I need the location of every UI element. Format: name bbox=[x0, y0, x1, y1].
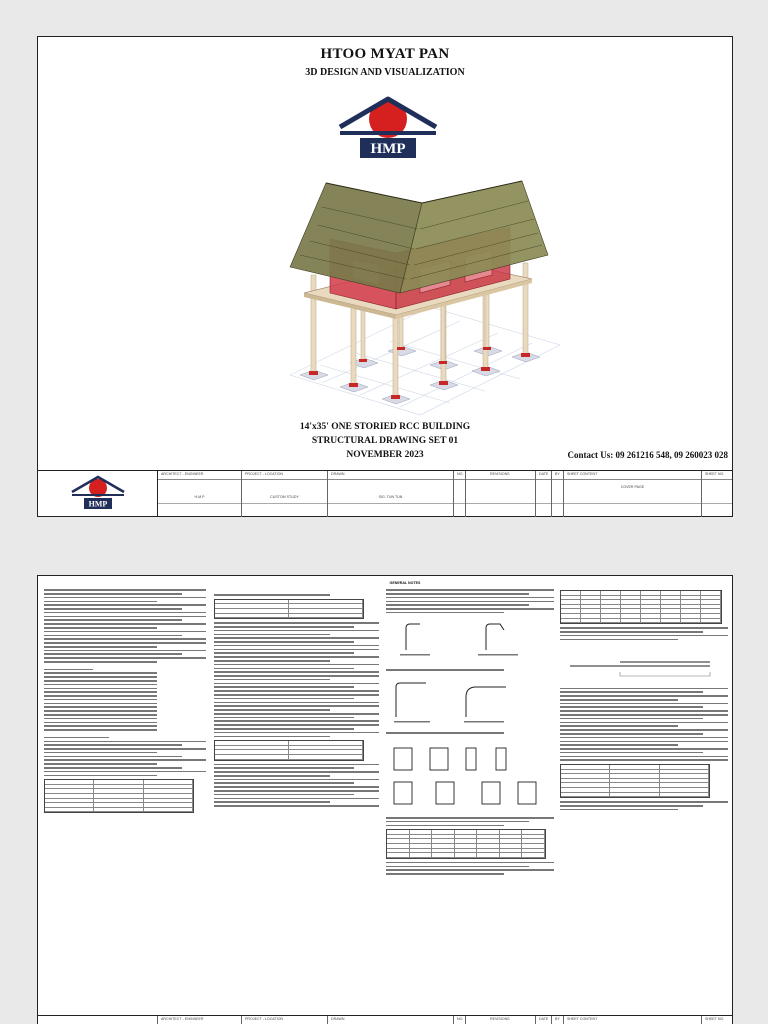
logo-base bbox=[340, 131, 436, 135]
revisions-cell: REVISIONS bbox=[466, 471, 536, 517]
title-block bbox=[38, 470, 732, 516]
sheet-no-cell: SHEET NO. bbox=[705, 472, 725, 476]
sheet-content-cell-2: SHEET CONTENT bbox=[564, 1016, 702, 1024]
building-3d-render bbox=[260, 175, 576, 417]
drawn-cell: DRAWN SIG. TUN TUN bbox=[328, 471, 454, 517]
general-notes-sheet bbox=[37, 575, 733, 1024]
notes-column-3 bbox=[386, 587, 554, 877]
footings bbox=[300, 346, 540, 404]
logo-text: HMP bbox=[370, 141, 406, 157]
by-cell: BY bbox=[552, 471, 564, 517]
cover-sheet bbox=[37, 36, 733, 517]
no-cell-2: NO. bbox=[454, 1016, 466, 1024]
title-block-logo bbox=[38, 471, 158, 517]
hmp-logo-small bbox=[38, 471, 158, 517]
ground-grid bbox=[290, 307, 560, 415]
company-subtitle: 3D DESIGN AND VISUALIZATION bbox=[305, 67, 465, 78]
date-cell: DATE bbox=[536, 471, 552, 517]
drawing-set-title: STRUCTURAL DRAWING SET 01 bbox=[311, 436, 459, 446]
stirrup-details bbox=[386, 740, 546, 810]
lap-splice-detail bbox=[560, 646, 720, 680]
company-title: HTOO MYAT PAN bbox=[320, 46, 450, 62]
architect-cell: ARCHITECT - ENGINEER H.M.P bbox=[158, 471, 242, 517]
sheet-content-cell: SHEET CONTENT COVER PAGE bbox=[564, 471, 702, 517]
project-date: NOVEMBER 2023 bbox=[346, 450, 424, 460]
no-cell: NO. bbox=[454, 471, 466, 517]
notes-column-2 bbox=[214, 592, 379, 809]
svg-text:HMP: HMP bbox=[88, 499, 108, 509]
notes-column-4 bbox=[560, 587, 728, 813]
drawn-cell-2: DRAWN bbox=[328, 1016, 454, 1024]
date-cell-2: DATE bbox=[536, 1016, 552, 1024]
hmp-logo bbox=[332, 85, 444, 175]
architect-cell-2: ARCHITECT - ENGINEER bbox=[158, 1016, 242, 1024]
title-block-2 bbox=[38, 1015, 732, 1024]
revisions-cell-2: REVISIONS bbox=[466, 1016, 536, 1024]
hook-detail-1 bbox=[386, 620, 546, 662]
notes-column-1 bbox=[44, 587, 206, 816]
project-title: 14'x35' ONE STORIED RCC BUILDING bbox=[299, 422, 471, 432]
sheet-no-cell-2: SHEET NO. bbox=[705, 1017, 725, 1021]
general-notes-title: GENERAL NOTES bbox=[389, 581, 421, 585]
logo-cell-2 bbox=[38, 1016, 158, 1024]
project-location-cell: PROJECT - LOCATION CUSTOM STUDY bbox=[242, 471, 328, 517]
hook-detail-2 bbox=[386, 677, 546, 725]
project-cell-2: PROJECT - LOCATION bbox=[242, 1016, 328, 1024]
roof-left bbox=[290, 183, 422, 293]
by-cell-2: BY bbox=[552, 1016, 564, 1024]
contact-info: Contact Us: 09 261216 548, 09 260023 028 bbox=[567, 450, 728, 460]
